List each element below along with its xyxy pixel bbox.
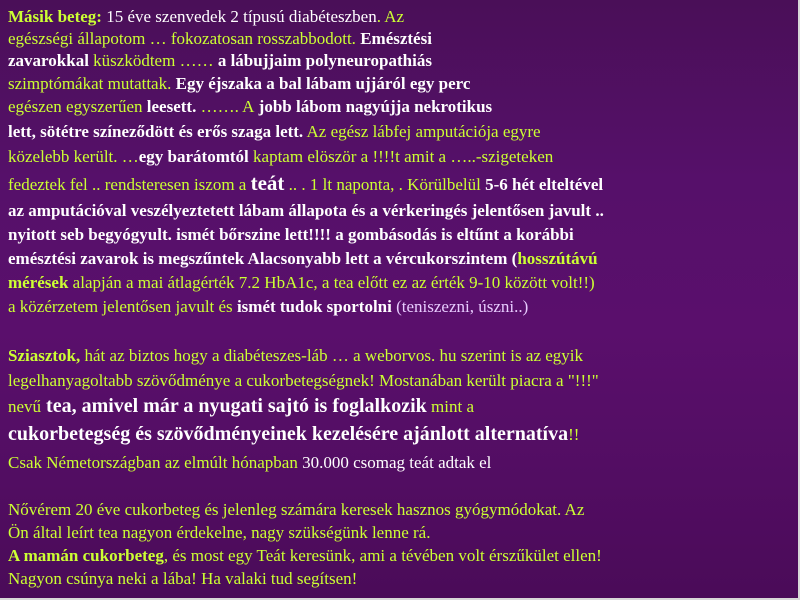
p1-l13-s0: a közérzetem jelentősen javult és <box>8 297 233 316</box>
p1-l4-s1: Egy éjszaka a bal lábam ujjáról egy perc <box>171 74 471 93</box>
p2-l5-s1: 30.000 csomag teát adtak el <box>297 453 492 472</box>
p2-l5-s0: Csak Németországban az elmúlt hónapban <box>8 453 298 472</box>
p1-line-8 <box>8 173 603 195</box>
p1-line-1 <box>8 6 404 27</box>
p2-l1-s1: hát az biztos hogy a diabéteszes-láb … a weborvos. hu szerint is <box>80 346 522 365</box>
p1-l11-s1: hosszútávú <box>517 249 598 268</box>
p1-l6-s1: Az egész lábfej amputációja egyre <box>303 122 541 141</box>
p1-line-7 <box>8 146 553 167</box>
p2-l1-s2: az egyik <box>521 346 584 365</box>
p3-line-4 <box>8 568 357 589</box>
p1-l3-s1: küszködtem …… <box>88 51 214 70</box>
p3-line-2 <box>8 522 430 543</box>
p1-l5-s1: leesett. <box>142 97 197 116</box>
p2-l3-s0: nevű <box>8 397 42 416</box>
p3-l4-s0: Nagyon csúnya neki a lába! Ha valaki tud segítsen! <box>8 569 358 588</box>
p1-l9-s0: az amputációval veszélyeztetett lábam állapota és a vérkeringés jelentősen javult .. <box>8 201 604 220</box>
p1-l1-s2: . Az <box>376 7 405 26</box>
p3-l3-s0: A mamán cukorbeteg <box>8 546 164 565</box>
p1-l1-s1: 15 éve szenvedek 2 típusú diabéteszben <box>101 7 377 26</box>
p1-l4-s0: szimptómákat mutattak. <box>8 74 172 93</box>
p1-l8-s0: fedeztek fel .. rendsteresen iszom a <box>8 175 251 194</box>
p1-line-9 <box>8 200 604 221</box>
p1-l8-s2: .. . 1 lt naponta, . Körülbelül <box>284 175 486 194</box>
p1-line-10 <box>8 224 574 245</box>
p1-l6-s0: lett, sötétre színeződött és erős szaga lett. <box>8 122 304 141</box>
p1-l7-s0: közelebb került. … <box>8 147 139 166</box>
p1-l11-s0: emésztési zavarok is megszűntek Alacsonyabb lett a vércukorszintem ( <box>8 249 518 268</box>
p1-l1-s0: Másik beteg: <box>8 7 102 26</box>
p2-line-2 <box>8 370 599 391</box>
p1-l13-s1: ismét tudok sportolni <box>232 297 392 316</box>
p2-l3-s2: mint a <box>426 397 474 416</box>
p3-l1-s0: Nővérem 20 éve cukorbeteg és jelenleg számára keresek hasznos gyógymódokat. Az <box>8 500 585 519</box>
p3-l2-s0: Ön által leírt tea nagyon érdekelne, nagy szükségünk lenne rá. <box>8 523 431 542</box>
p2-l2-s0: legelhanyagoltabb szövődménye a cukorbetegségnek! Mostanában került piacra a "!!!" <box>8 371 599 390</box>
p3-l3-s1: , és most egy Teát keresünk, ami a tévében volt érszűkület ellen! <box>163 546 602 565</box>
p1-l7-s2: kaptam elöször a !!!!t amit a …..-szigeteken <box>248 147 554 166</box>
p1-l7-s1: egy barátomtól <box>138 147 249 166</box>
p1-line-6 <box>8 121 541 142</box>
p1-line-12 <box>8 272 595 293</box>
p2-line-3 <box>8 396 474 417</box>
p1-l12-s0: mérések <box>8 273 69 292</box>
p1-l5-s3: jobb lábom nagyújja nekrotikus <box>254 97 493 116</box>
p2-l3-s1: tea, amivel már a nyugati sajtó is foglalkozik <box>41 395 427 417</box>
p1-l3-s2: a lábujjaim polyneuropathiás <box>213 51 432 70</box>
p1-line-3 <box>8 50 432 71</box>
p1-line-4 <box>8 73 470 94</box>
p3-line-1 <box>8 499 584 520</box>
p1-l8-s1: teát <box>250 171 285 195</box>
p2-line-1 <box>8 345 583 366</box>
p1-l2-s0: egészségi állapotom … fokozatosan rosszabbodott. <box>8 29 356 48</box>
p1-l13-s2: (teniszezni, úszni..) <box>391 297 529 316</box>
p2-line-4 <box>8 424 579 445</box>
p2-line-5 <box>8 452 491 473</box>
p1-l3-s0: zavarokkal <box>8 51 89 70</box>
p2-l4-s1: !! <box>568 425 580 444</box>
p1-l2-s1: Emésztési <box>355 29 432 48</box>
p1-l10-s0: nyitott seb begyógyult. ismét bőrszine lett!!!! a gombásodás is eltűnt a korábbi <box>8 225 574 244</box>
p1-l5-s2: ……. A <box>196 97 255 116</box>
p1-line-2 <box>8 28 432 49</box>
p1-line-13 <box>8 296 528 317</box>
p1-l5-s0: egészen egyszerűen <box>8 97 143 116</box>
p2-l1-s0: Sziasztok, <box>8 346 81 365</box>
p3-line-3 <box>8 545 602 566</box>
p1-l8-s3: 5-6 hét elteltével <box>485 175 604 194</box>
p1-l12-s1: alapján a mai átlagérték 7.2 HbA1c, a tea előtt ez az érték 9-10 között volt!!) <box>68 273 595 292</box>
p1-line-5 <box>8 96 492 117</box>
p2-l4-s0: cukorbetegség és szövődményeinek kezelésére ajánlott alternatíva <box>8 423 569 445</box>
p1-line-11 <box>8 248 598 269</box>
